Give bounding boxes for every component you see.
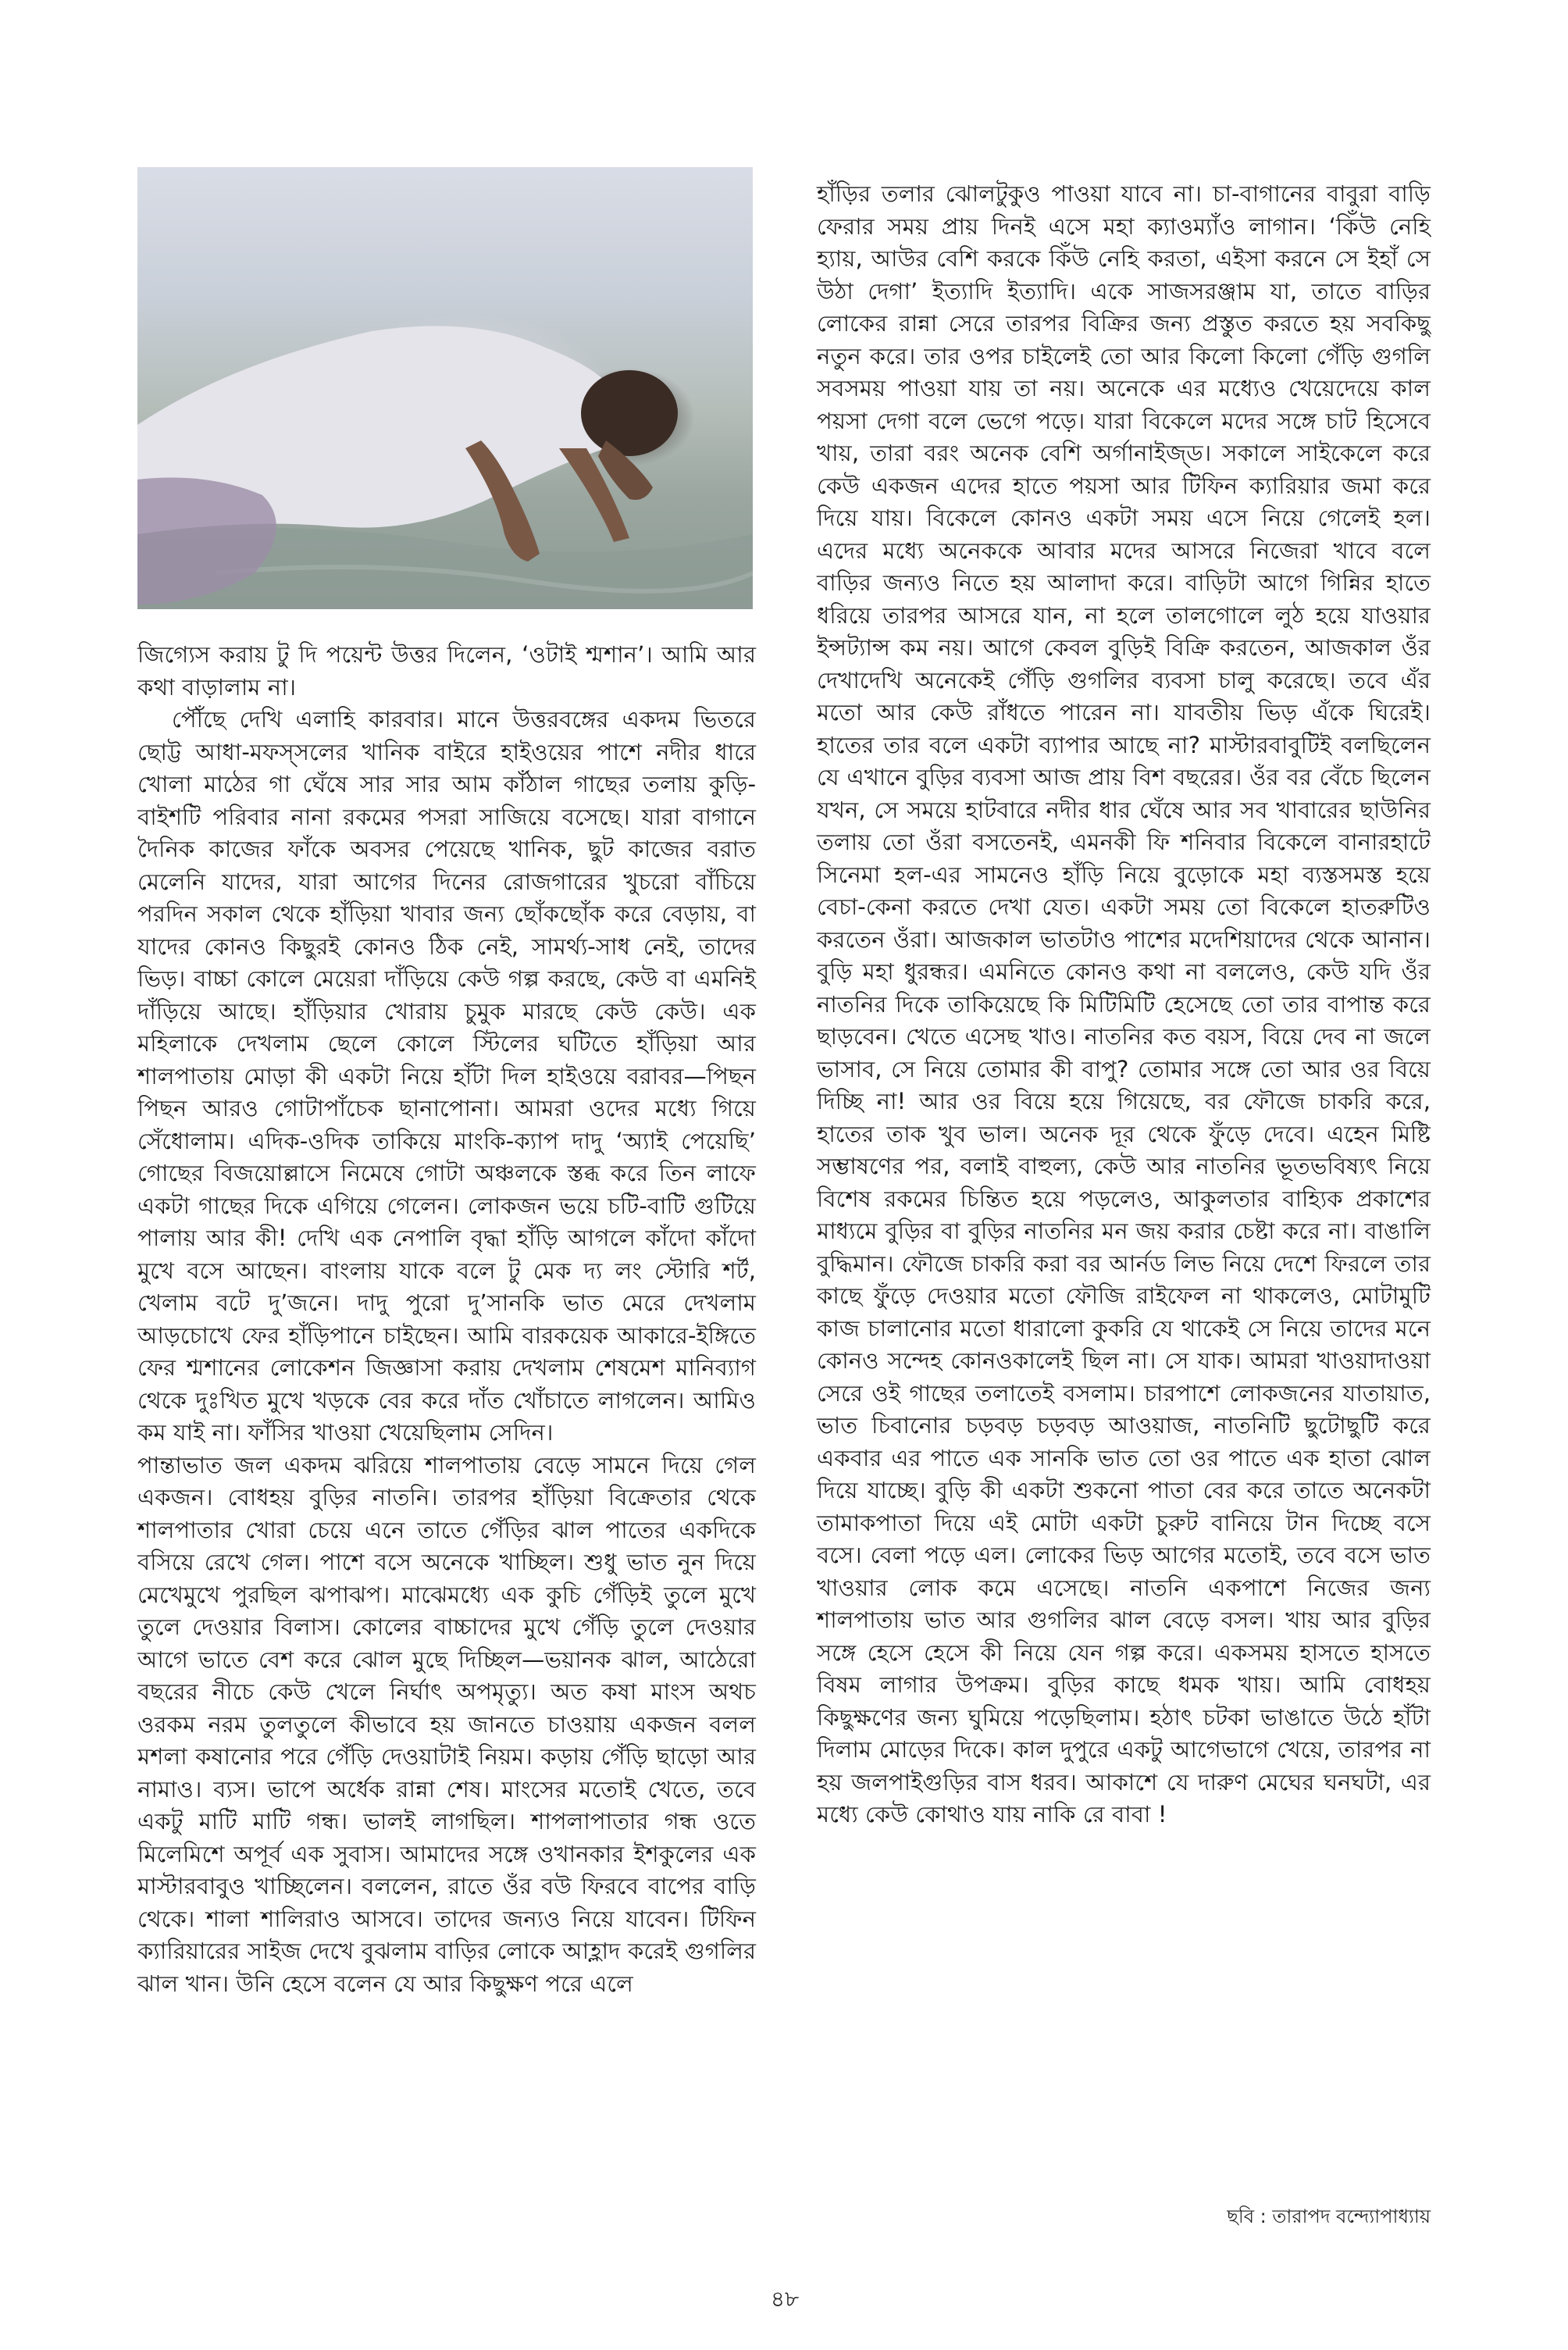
man-drinking-water-photo	[137, 167, 753, 609]
paragraph: হাঁড়ির তলার ঝোলটুকুও পাওয়া যাবে না। চা-বাগানের বাবুরা বাড়ি ফেরার সময় প্রায় দিনই এসে মহা ক্যাওম্যাঁও লাগান। ‘কিঁউ নেহি হ্যায়, আউর বেশি করকে কিঁউ নেহি করতা, এইসা করনে সে ইহাঁ সে উঠা দেগা’ ইত্যাদি ইত্যাদি। একে সাজসরঞ্জাম যা, তাতে বাড়ির লোকের রান্না সেরে তারপর বিক্রির জন্য প্রস্তুত করতে হয় সবকিছু নতুন করে। তার ওপর চাইলেই তো আর কিলো কিলো গেঁড়ি গুগলি সবসময় পাওয়া যায় তা নয়। অনেকে এর মধ্যেও খেয়েদেয়ে কাল পয়সা দেগা বলে ভেগে পড়ে। যারা বিকেলে মদের সঙ্গে চাট হিসেবে খায়, তারা বরং অনেক বেশি অর্গানাইজ্ড। সকালে সাইকেলে করে কেউ একজন এদের হাতে পয়সা আর টিফিন ক্যারিয়ার জমা করে দিয়ে যায়। বিকেলে কোনও একটা সময় এসে নিয়ে গেলেই হল। এদের মধ্যে অনেককে আবার মদের আসরে নিজেরা খাবে বলে বাড়ির জন্যও নিতে হয় আলাদা করে। বাড়িটা আগে গিন্নির হাতে ধরিয়ে তারপর আসরে যান, না হলে তালগোলে লুঠ হয়ে যাওয়ার ইন্সট্যান্স কম নয়। আগে কেবল বুড়িই বিক্রি করতেন, আজকাল ওঁর দেখাদেখি অনেকেই গেঁড়ি গুগলির ব্যবসা চালু করেছে। তবে এঁর মতো আর কেউ রাঁধতে পারেন না। যাবতীয় ভিড় এঁকে ঘিরেই। হাতের তার বলে একটা ব্যাপার আছে না? মাস্টারবাবুটিই বলছিলেন যে এখানে বুড়ির ব্যবসা আজ প্রায় বিশ বছরের। ওঁর বর বেঁচে ছিলেন যখন, সে সময়ে হাটবারে নদীর ধার ঘেঁষে আর সব খাবারের ছাউনির তলায় তো ওঁরা বসতেনই, এমনকী ফি শনিবার বিকেলে বানারহাটে সিনেমা হল-এর সামনেও হাঁড়ি নিয়ে বুড়োকে মহা ব্যস্তসমস্ত হয়ে বেচা-কেনা করতে দেখা যেত। একটা সময় তো বিকেলে হাতরুটিও করতেন ওঁরা। আজকাল ভাতটাও পাশের মদেশিয়াদের থেকে আনান। বুড়ি মহা ধুরন্ধর। এমনিতে কোনও কথা না বললেও, কেউ যদি ওঁর নাতনির দিকে তাকিয়েছে কি মিটিমিটি হেসেছে তো তার বাপান্ত করে ছাড়বেন। খেতে এসেছ খাও। নাতনির কত বয়স, বিয়ে দেব না জলে ভাসাব, সে নিয়ে তোমার কী বাপু? তোমার সঙ্গে তো আর ওর বিয়ে দিচ্ছি না! আর ওর বিয়ে হয়ে গিয়েছে, বর ফৌজে চাকরি করে, হাতের তাক খুব ভাল। অনেক দূর থেকে ফুঁড়ে দেবে। এহেন মিষ্টি সম্ভাষণের পর, বলাই বাহুল্য, কেউ আর নাতনির ভূতভবিষ্যৎ নিয়ে বিশেষ রকমের চিন্তিত হয়ে পড়লেও, আকুলতার বাহ্যিক প্রকাশের মাধ্যমে বুড়ির বা বুড়ির নাতনির মন জয় করার চেষ্টা করে না। বাঙালি বুদ্ধিমান। ফৌজে চাকরি করা বর আর্নড লিভ নিয়ে দেশে ফিরলে তার কাছে ফুঁড়ে দেওয়ার মতো ফৌজি রাইফেল না থাকলেও, মোটামুটি কাজ চালানোর মতো ধারালো কুকরি যে থাকেই সে নিয়ে তাদের মনে কোনও সন্দেহ কোনওকালেই ছিল না। সে যাক। আমরা খাওয়াদাওয়া সেরে ওই গাছের তলাতেই বসলাম। চারপাশে লোকজনের যাতায়াত, ভাত চিবানোর চড়বড় চড়বড় আওয়াজ, নাতনিটি ছুটোছুটি করে একবার এর পাতে এক সানকি ভাত তো ওর পাতে এক হাতা ঝোল দিয়ে যাচ্ছে। বুড়ি কী একটা শুকনো পাতা বের করে তাতে অনেকটা তামাকপাতা দিয়ে এই মোটা একটা চুরুট বানিয়ে টান দিচ্ছে বসে বসে। বেলা পড়ে এল। লোকের ভিড় আগের মতোই, তবে বসে ভাত খাওয়ার লোক কমে এসেছে। নাতনি একপাশে নিজের জন্য শালপাতায় ভাত আর গুগলির ঝাল বেড়ে বসল। খায় আর বুড়ির সঙ্গে হেসে হেসে কী নিয়ে যেন গল্প করে। একসময় হাসতে হাসতে বিষম লাগার উপক্রম। বুড়ির কাছে ধমক খায়। আমি বোধহয় কিছুক্ষণের জন্য ঘুমিয়ে পড়েছিলাম। হঠাৎ চটকা ভাঙাতে উঠে হাঁটা দিলাম মোড়ের দিকে। কাল দুপুরে একটু আগেভাগে খেয়ে, তারপর না হয় জলপাইগুড়ির বাস ধরব। আকাশে যে দারুণ মেঘের ঘনঘটা, এর মধ্যে কেউ কোথাও যায় নাকি রে বাবা !	[817, 180, 1431, 1828]
paragraph: পৌঁছে দেখি এলাহি কারবার। মানে উত্তরবঙ্গের একদম ভিতরে ছোট্ট আধা-মফস্সলের খানিক বাইরে হাইওয়ের পাশে নদীর ধারে খোলা মাঠের গা ঘেঁষে সার সার আম কাঁঠাল গাছের তলায় কুড়ি-বাইশটি পরিবার নানা রকমের পসরা সাজিয়ে বসেছে। যারা বাগানে দৈনিক কাজের ফাঁকে অবসর পেয়েছে খানিক, ছুট কাজের বরাত মেলেনি যাদের, যারা আগের দিনের রোজগারের খুচরো বাঁচিয়ে পরদিন সকাল থেকে হাঁড়িয়া খাবার জন্য ছোঁকছোঁক করে বেড়ায়, বা যাদের কোনও কিছুরই কোনও ঠিক নেই, সামর্থ্য-সাধ নেই, তাদের ভিড়। বাচ্চা কোলে মেয়েরা দাঁড়িয়ে কেউ গল্প করছে, কেউ বা এমনিই দাঁড়িয়ে আছে। হাঁড়িয়ার খোরায় চুমুক মারছে কেউ কেউ। এক মহিলাকে দেখলাম ছেলে কোলে স্টিলের ঘটিতে হাঁড়িয়া আর শালপাতায় মোড়া কী একটা নিয়ে হাঁটা দিল হাইওয়ে বরাবর—পিছন পিছন আরও গোটাপাঁচেক ছানাপোনা। আমরা ওদের মধ্যে গিয়ে সেঁধোলাম। এদিক-ওদিক তাকিয়ে মাংকি-ক্যাপ দাদু ‘অ্যাই পেয়েছি’ গোছের বিজয়োল্লাসে নিমেষে গোটা অঞ্চলকে স্তব্ধ করে তিন লাফে একটা গাছের দিকে এগিয়ে গেলেন। লোকজন ভয়ে চটি-বাটি গুটিয়ে পালায় আর কী! দেখি এক নেপালি বৃদ্ধা হাঁড়ি আগলে কাঁদো কাঁদো মুখে বসে আছেন। বাংলায় যাকে বলে টু মেক দ্য লং স্টোরি শর্ট, খেলাম বটে দু’জনে। দাদু পুরো দু’সানকি ভাত মেরে দেখলাম আড়চোখে ফের হাঁড়িপানে চাইছেন। আমি বারকয়েক আকারে-ইঙ্গিতে ফের শ্মশানের লোকেশন জিজ্ঞাসা করায় দেখলাম শেষমেশ মানিব্যাগ থেকে দুঃখিত মুখে খড়কে বের করে দাঁত খোঁচাতে লাগলেন। আমিও কম যাই না। ফাঁসির খাওয়া খেয়েছিলাম সেদিন।	[137, 706, 756, 1446]
paragraph: জিগ্যেস করায় টু দি পয়েন্ট উত্তর দিলেন, ‘ওটাই শ্মশান’। আমি আর কথা বাড়ালাম না।	[137, 641, 756, 701]
photo-man-drinking-water	[137, 167, 753, 609]
article-right-column	[817, 178, 1431, 1831]
photo-credit: ছবি : তারাপদ বন্দ্যোপাধ্যায়	[1227, 2206, 1431, 2227]
article-left-column	[137, 639, 756, 2000]
page-number: ৪৮	[770, 2286, 800, 2312]
paragraph: পান্তাভাত জল একদম ঝরিয়ে শালপাতায় বেড়ে সামনে দিয়ে গেল একজন। বোধহয় বুড়ির নাতনি। তারপর হাঁড়িয়া বিক্রেতার থেকে শালপাতার খোরা চেয়ে এনে তাতে গেঁড়ির ঝাল পাতের একদিকে বসিয়ে রেখে গেল। পাশে বসে অনেকে খাচ্ছিল। শুধু ভাত নুন দিয়ে মেখেমুখে পুরছিল ঝপাঝপ। মাঝেমধ্যে এক কুচি গেঁড়িই তুলে মুখে তুলে দেওয়ার বিলাস। কোলের বাচ্চাদের মুখে গেঁড়ি তুলে দেওয়ার আগে ভাতে বেশ করে ঝোল মুছে দিচ্ছিল—ভয়ানক ঝাল, আঠেরো বছরের নীচে কেউ খেলে নির্ঘাৎ অপমৃত্যু। অত কষা মাংস অথচ ওরকম নরম তুলতুলে কীভাবে হয় জানতে চাওয়ায় একজন বলল মশলা কষানোর পরে গেঁড়ি দেওয়াটাই নিয়ম। কড়ায় গেঁড়ি ছাড়ো আর নামাও। ব্যস। ভাপে অর্ধেক রান্না শেষ। মাংসের মতোই খেতে, তবে একটু মাটি মাটি গন্ধ। ভালই লাগছিল। শাপলাপাতার গন্ধ ওতে মিলেমিশে অপূর্ব এক সুবাস। আমাদের সঙ্গে ওখানকার ইশকুলের এক মাস্টারবাবুও খাচ্ছিলেন। বললেন, রাতে ওঁর বউ ফিরবে বাপের বাড়ি থেকে। শালা শালিরাও আসবে। তাদের জন্যও নিয়ে যাবেন। টিফিন ক্যারিয়ারের সাইজ দেখে বুঝলাম বাড়ির লোকে আহ্লাদ করেই গুগলির ঝাল খান। উনি হেসে বলেন যে আর কিছুক্ষণ পরে এলে	[137, 1451, 756, 1997]
